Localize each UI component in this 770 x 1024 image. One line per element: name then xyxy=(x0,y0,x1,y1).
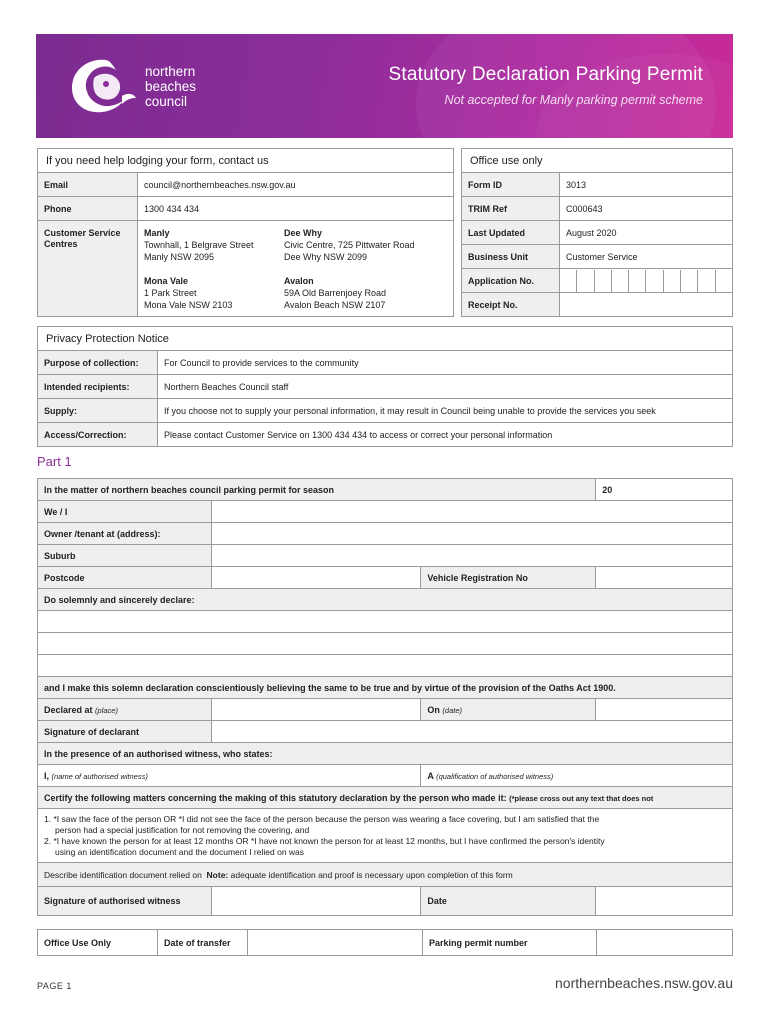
permit-label: Parking permit number xyxy=(423,930,597,956)
monavale-name: Mona Vale xyxy=(144,276,189,286)
appno-boxes[interactable] xyxy=(560,269,733,293)
on-label xyxy=(421,699,596,721)
unit-value: Customer Service xyxy=(560,245,733,269)
declared-label xyxy=(38,699,212,721)
privacy-label: Access/Correction: xyxy=(38,423,158,447)
certify-item-2: 2. *I have known the person for at least 12 months OR *I have not known the person for at least 12 months, but I have confirmed the person's identity xyxy=(44,835,605,846)
manly-line-2: Manly NSW 2095 xyxy=(144,252,215,262)
org-line-2: beaches xyxy=(145,79,197,94)
privacy-heading: Privacy Protection Notice xyxy=(38,327,733,351)
updated-label: Last Updated xyxy=(462,221,560,245)
avalon-line-2: Avalon Beach NSW 2107 xyxy=(284,300,386,310)
describe-label: Describe identification document relied on xyxy=(44,869,202,880)
office-only-label: Office Use Only xyxy=(38,930,158,956)
matter-label: In the matter of northern beaches council parking permit for season xyxy=(38,479,596,501)
privacy-value: Northern Beaches Council staff xyxy=(158,375,733,399)
permit-field[interactable] xyxy=(597,930,733,956)
email-label: Email xyxy=(38,173,138,197)
avalon-name: Avalon xyxy=(284,276,314,286)
describe-note: adequate identification and proof is necessary upon completion of this form xyxy=(230,869,513,880)
owner-field[interactable] xyxy=(211,523,732,545)
org-line-1: northern xyxy=(145,64,196,79)
witness-name-field[interactable] xyxy=(38,765,421,787)
a-label: A xyxy=(427,770,434,781)
note-label: Note: xyxy=(206,869,229,880)
unit-label: Business Unit xyxy=(462,245,560,269)
we-field[interactable] xyxy=(211,501,732,523)
on-label-text: On xyxy=(427,704,440,715)
form-title: Statutory Declaration Parking Permit xyxy=(388,64,703,85)
a-hint: (qualification of authorised witness) xyxy=(436,771,554,781)
oath-text: and I make this solemn declaration conscientiously believing the same to be true and by virtue of the provision of the Oaths Act 1900. xyxy=(38,677,733,699)
avalon-line-1: 59A Old Barrenjoey Road xyxy=(284,288,387,298)
appno-label: Application No. xyxy=(462,269,560,293)
we-label: We / I xyxy=(38,501,212,523)
declaration-line[interactable] xyxy=(38,611,733,633)
deewhy-line-1: Civic Centre, 725 Pittwater Road xyxy=(284,240,415,250)
form-subtitle: Not accepted for Manly parking permit scheme xyxy=(444,93,703,107)
on-hint: (date) xyxy=(442,705,463,715)
certify-text: Certify the following matters concerning the making of this statutory declaration by the person who made it: xyxy=(44,792,507,803)
centres-cell xyxy=(138,221,454,317)
office-bottom-table xyxy=(37,929,733,956)
i-hint: (name of authorised witness) xyxy=(51,771,148,781)
manly-line-1: Townhall, 1 Belgrave Street xyxy=(144,240,254,250)
form-id-label: Form ID xyxy=(462,173,560,197)
monavale-line-1: 1 Park Street xyxy=(144,288,197,298)
declare-label: Do solemnly and sincerely declare: xyxy=(38,589,733,611)
certify-item-1-cont: person had a special justification for not removing the covering, and xyxy=(55,824,310,835)
declared-hint: (place) xyxy=(95,705,118,715)
privacy-label: Supply: xyxy=(38,399,158,423)
owner-label: Owner /tenant at (address): xyxy=(38,523,212,545)
certify-note: (*please cross out any text that does not xyxy=(509,793,654,803)
receipt-field[interactable] xyxy=(560,293,733,317)
date-label: Date xyxy=(421,887,596,916)
witness-sig-field[interactable] xyxy=(211,887,421,916)
centres-label: Customer Service Centres xyxy=(38,221,138,317)
office-heading: Office use only xyxy=(462,149,733,173)
i-label: I, xyxy=(44,770,50,781)
presence-label: In the presence of an authorised witness, who states: xyxy=(38,743,733,765)
suburb-label: Suburb xyxy=(38,545,212,567)
signature-label: Signature of declarant xyxy=(38,721,212,743)
declaration-line[interactable] xyxy=(38,655,733,677)
trim-label: TRIM Ref xyxy=(462,197,560,221)
email-value[interactable]: council@northernbeaches.nsw.gov.au xyxy=(138,173,454,197)
signature-field[interactable] xyxy=(211,721,732,743)
help-heading: If you need help lodging your form, contact us xyxy=(38,149,454,173)
phone-label: Phone xyxy=(38,197,138,221)
phone-value[interactable]: 1300 434 434 xyxy=(138,197,454,221)
trim-value: C000643 xyxy=(560,197,733,221)
on-field[interactable] xyxy=(596,699,733,721)
form-id-value: 3013 xyxy=(560,173,733,197)
updated-value: August 2020 xyxy=(560,221,733,245)
describe-document-row[interactable] xyxy=(38,863,733,887)
privacy-label: Intended recipients: xyxy=(38,375,158,399)
privacy-value: Please contact Customer Service on 1300 434 434 to access or correct your personal information xyxy=(158,423,733,447)
part-1-table xyxy=(37,478,733,916)
receipt-label: Receipt No. xyxy=(462,293,560,317)
privacy-label: Purpose of collection: xyxy=(38,351,158,375)
deewhy-line-2: Dee Why NSW 2099 xyxy=(284,252,368,262)
org-line-3: council xyxy=(145,94,188,109)
header-banner xyxy=(36,34,733,138)
monavale-line-2: Mona Vale NSW 2103 xyxy=(144,300,233,310)
transfer-field[interactable] xyxy=(248,930,423,956)
help-contact-table xyxy=(37,148,454,317)
declared-field[interactable] xyxy=(211,699,421,721)
vehicle-label: Vehicle Registration No xyxy=(421,567,596,589)
certify-label xyxy=(38,787,733,809)
council-logo-icon xyxy=(66,56,138,118)
privacy-value: If you choose not to supply your personal information, it may result in Council being unable to provide the services you seek xyxy=(158,399,733,423)
declaration-line[interactable] xyxy=(38,633,733,655)
page-number: PAGE 1 xyxy=(37,981,72,991)
transfer-label: Date of transfer xyxy=(158,930,248,956)
deewhy-name: Dee Why xyxy=(284,228,323,238)
certify-items xyxy=(38,809,733,863)
privacy-table xyxy=(37,326,733,447)
part-1-heading: Part 1 xyxy=(37,454,72,469)
manly-name: Manly xyxy=(144,228,170,238)
season-field[interactable]: 20 xyxy=(596,479,733,501)
date-field[interactable] xyxy=(596,887,733,916)
witness-qualification-field[interactable] xyxy=(421,765,733,787)
council-wordmark xyxy=(145,64,196,109)
witness-sig-label: Signature of authorised witness xyxy=(38,887,212,916)
suburb-field[interactable] xyxy=(211,545,732,567)
postcode-label: Postcode xyxy=(38,567,212,589)
certify-item-2-cont: using an identification document and the document I relied on was xyxy=(55,846,305,857)
vehicle-field[interactable] xyxy=(596,567,733,589)
privacy-value: For Council to provide services to the community xyxy=(158,351,733,375)
declared-label-text: Declared at xyxy=(44,704,93,715)
office-use-table xyxy=(461,148,733,317)
certify-item-1: 1. *I saw the face of the person OR *I did not see the face of the person because the person was wearing a face covering, but I am satisfied that the xyxy=(44,813,600,824)
footer-url[interactable]: northernbeaches.nsw.gov.au xyxy=(555,975,733,991)
postcode-field[interactable] xyxy=(211,567,421,589)
